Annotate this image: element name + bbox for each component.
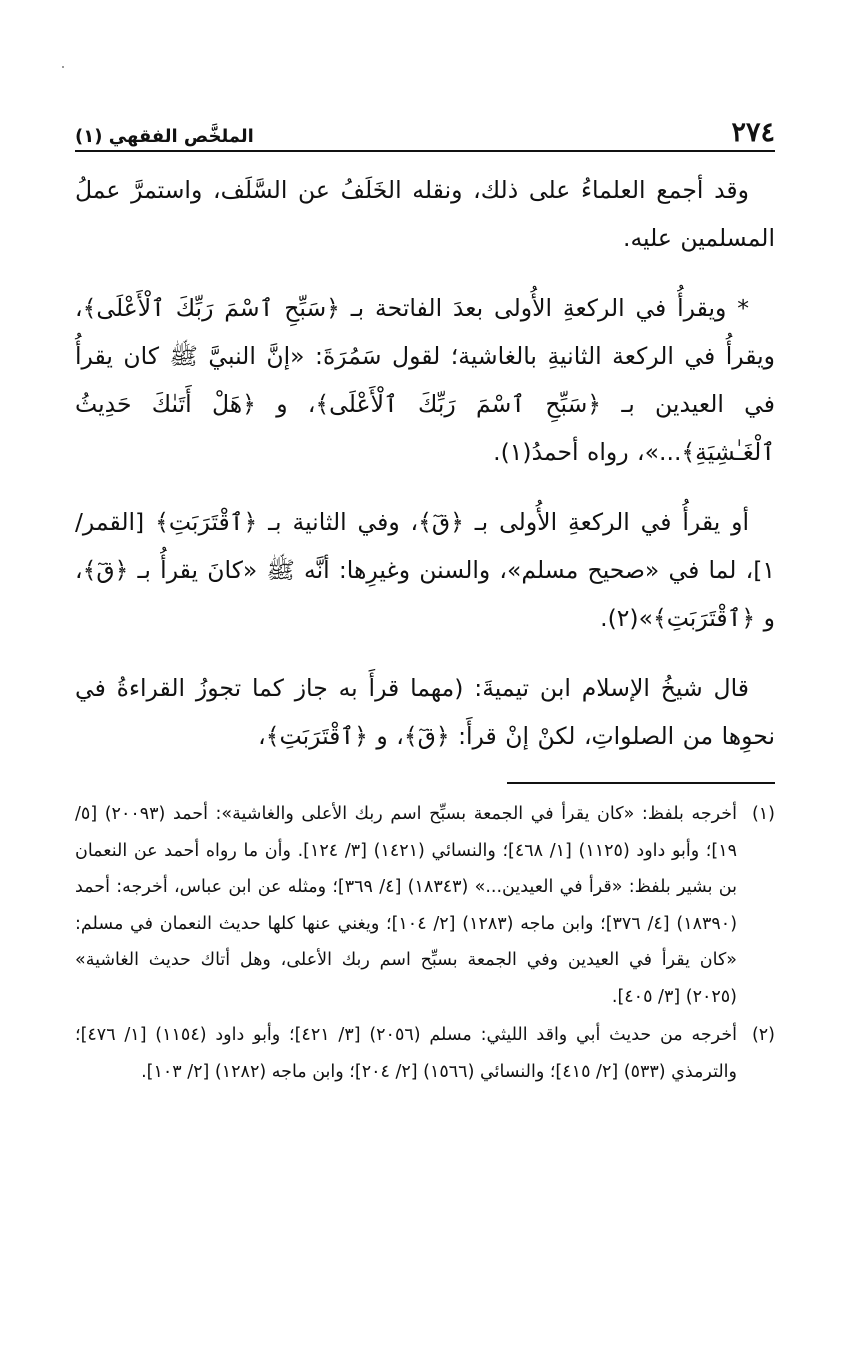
scan-speck [62,66,64,68]
footnote-text: أخرجه من حديث أبي واقد الليثي: مسلم (٢٠٥٦) [٣/ ٤٢١]؛ وأبو داود (١١٥٤) [١/ ٤٧٦]؛ والترمذي (٥٣٣) [٢/ ٤١٥]؛ والنسائي (١٥٦٦) [٢/ ٢٠٤]؛ وابن ماجه (١٢٨٢) [٢/ ١٠٣]. [75,1025,737,1082]
paragraph: * ويقرأُ في الركعةِ الأُولى بعدَ الفاتحة بـ ﴿سَبِّحِ ٱسْمَ رَبِّكَ ٱلْأَعْلَى﴾، ويقرأُ في الركعة الثانيةِ بالغاشية؛ لقول سَمُرَةَ: «إنَّ النبيَّ ﷺ كان يقرأُ في العيدين بـ ﴿سَبِّحِ ٱسْمَ رَبِّكَ ٱلْأَعْلَى﴾، و ﴿هَلْ أَتَىٰكَ حَدِيثُ ٱلْغَـٰشِيَةِ﴾...»، رواه أحمدُ(١). [75,294,775,466]
paragraph: وقد أجمع العلماءُ على ذلك، ونقله الخَلَفُ عن السَّلَف، واستمرَّ عملُ المسلمين عليه. [75,176,775,252]
running-header [75,108,775,152]
footnote-mark: (٢) [751,1025,775,1045]
page-number: ٢٧٤ [731,117,775,148]
book-title: الملخَّص الفقهي (١) [75,126,254,147]
footnote-item [75,796,775,1015]
footnote-item [75,1017,775,1090]
main-text [75,166,775,760]
footnote-mark: (١) [751,804,775,824]
book-page [75,108,775,1090]
footnote-divider [507,782,775,784]
footnotes [75,796,775,1090]
paragraph: قال شيخُ الإسلام ابن تيميةَ: (مهما قرأَ به جاز كما تجوزُ القراءةُ في نحوِها من الصلواتِ، لكنْ إنْ قرأَ: ﴿قٓ﴾، و ﴿ٱقْتَرَبَتِ﴾، [75,674,775,750]
footnote-text: أخرجه بلفظ: «كان يقرأ في الجمعة بسبِّح اسم ربك الأعلى والغاشية»: أحمد (٢٠٠٩٣) [٥/ ١٩]؛ وأبو داود (١١٢٥) [١/ ٤٦٨]؛ والنسائي (١٤٢١) [٣/ ١٢٤]. وأن ما رواه أحمد عن النعمان بن بشير بلفظ: «قرأ في العيدين...» (١٨٣٤٣) [٤/ ٣٦٩]؛ ومثله عن ابن عباس، أخرجه: أحمد (١٨٣٩٠) [٤/ ٣٧٦]؛ وابن ماجه (١٢٨٣) [٢/ ١٠٤]؛ ويغني عنها كلها حديث النعمان في مسلم: «كان يقرأ في العيدين وفي الجمعة بسبِّح اسم ربك الأعلى، وهل أتاك حديث الغاشية» (٢٠٢٥) [٣/ ٤٠٥]. [75,804,738,1007]
paragraph: أو يقرأُ في الركعةِ الأُولى بـ ﴿قٓ﴾، وفي الثانية بـ ﴿ٱقْتَرَبَتِ﴾ [القمر/ ١]، لما في «صحيح مسلم»، والسنن وغيرِها: أنَّه ﷺ «كانَ يقرأُ بـ ﴿قٓ﴾، و ﴿ٱقْتَرَبَتِ﴾»(٢). [75,508,775,632]
